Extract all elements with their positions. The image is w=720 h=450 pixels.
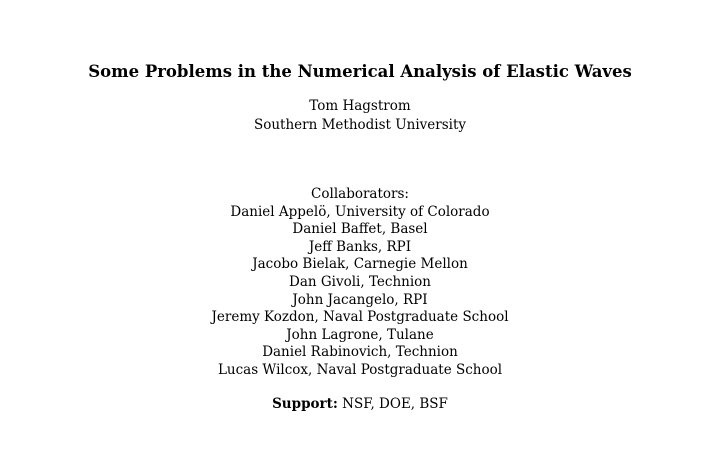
collaborator-item: Daniel Appelö, University of Colorado — [230, 203, 490, 220]
collaborators-heading: Collaborators: — [311, 186, 409, 202]
support-line — [0, 395, 720, 414]
collaborator-item: Jeremy Kozdon, Naval Postgraduate School — [211, 309, 509, 326]
collaborator-item: Daniel Baffet, Basel — [292, 221, 428, 238]
author-affiliation: Southern Methodist University — [253, 117, 467, 133]
collaborators-block — [0, 186, 720, 380]
support-label: Support: — [272, 396, 338, 412]
collaborator-item: John Jacangelo, RPI — [292, 291, 428, 308]
collaborator-item: Lucas Wilcox, Naval Postgraduate School — [217, 361, 503, 378]
support-value: NSF, DOE, BSF — [342, 396, 448, 412]
author-name: Tom Hagstrom — [309, 98, 411, 114]
slide-title: Some Problems in the Numerical Analysis of Elastic Waves — [88, 62, 632, 81]
collaborator-item: Jacobo Bielak, Carnegie Mellon — [252, 256, 468, 273]
collaborator-item: John Lagrone, Tulane — [286, 326, 434, 343]
collaborator-item: Daniel Rabinovich, Technion — [262, 344, 458, 361]
author-block — [0, 97, 720, 135]
collaborator-item: Jeff Banks, RPI — [308, 238, 412, 255]
collaborator-item: Dan Givoli, Technion — [289, 273, 431, 290]
